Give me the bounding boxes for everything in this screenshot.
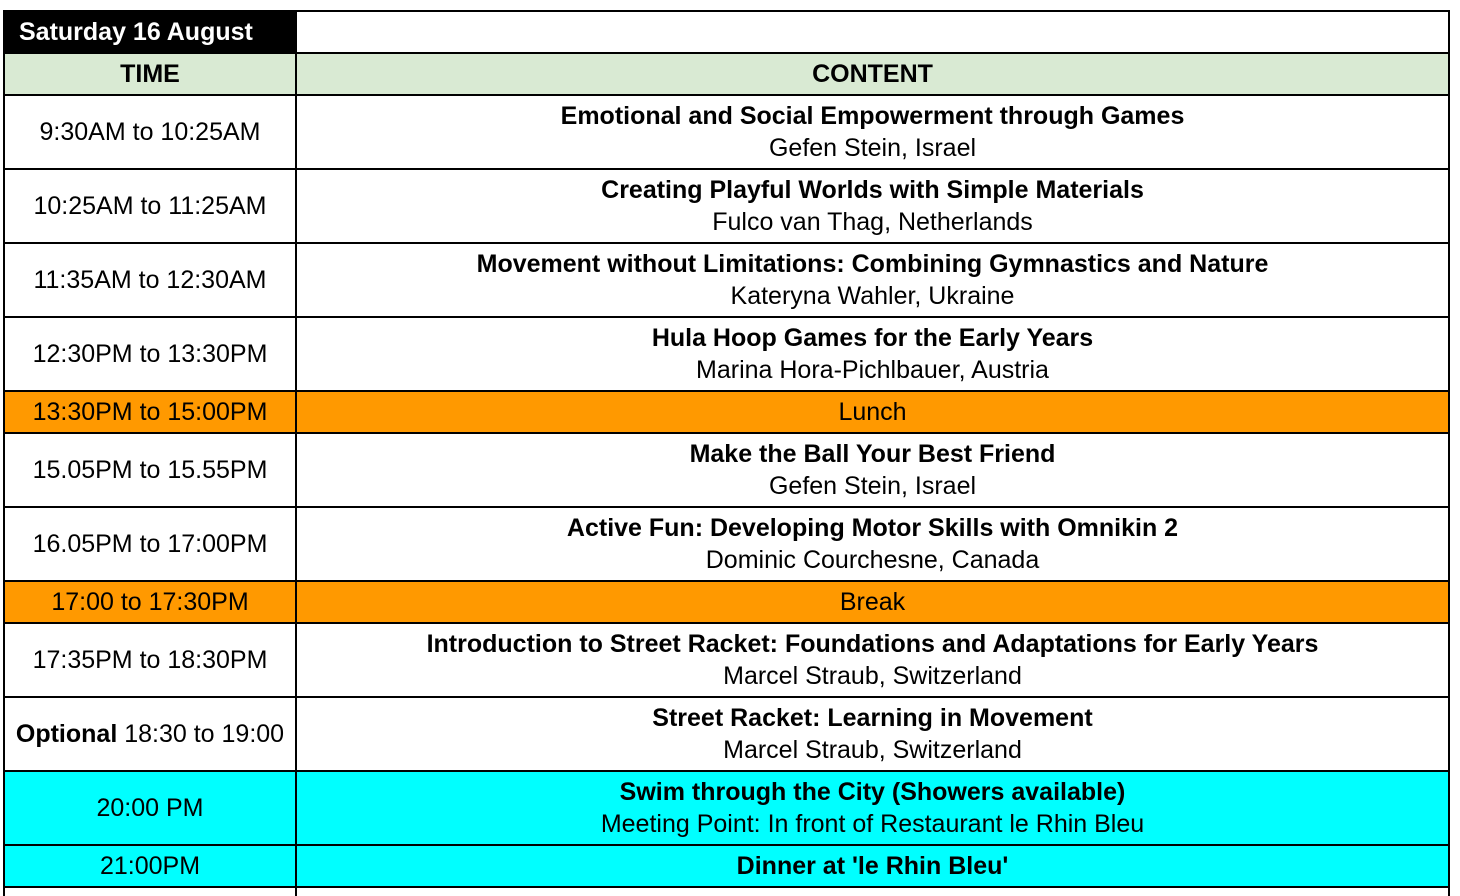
time-cell[interactable]: 9:30AM to 10:25AM — [4, 95, 296, 169]
time-cell[interactable]: 17:35PM to 18:30PM — [4, 623, 296, 697]
time-cell[interactable]: 16.05PM to 17:00PM — [4, 507, 296, 581]
session-presenter: Fulco van Thag, Netherlands — [712, 208, 1033, 236]
session-presenter: Marcel Straub, Switzerland — [723, 736, 1022, 764]
table-row — [4, 697, 1449, 771]
content-header[interactable]: CONTENT — [296, 53, 1449, 95]
time-cell[interactable]: 15.05PM to 15.55PM — [4, 433, 296, 507]
empty-cell[interactable] — [296, 11, 1449, 53]
session-title: Movement without Limitations: Combining Gymnastics and Nature — [476, 250, 1269, 278]
time-header[interactable]: TIME — [4, 53, 296, 95]
table-row — [4, 771, 1449, 845]
time-cell[interactable]: 11:35AM to 12:30AM — [4, 243, 296, 317]
meeting-point: Meeting Point: In front of Restaurant le Rhin Bleu — [600, 810, 1145, 838]
session-title: Emotional and Social Empowerment through Games — [560, 102, 1185, 130]
time-cell[interactable] — [4, 697, 296, 771]
table-row — [4, 845, 1449, 887]
lunch-row — [4, 391, 1449, 433]
content-cell[interactable] — [296, 507, 1449, 581]
time-cell[interactable]: 10:25AM to 11:25AM — [4, 169, 296, 243]
date-cell[interactable]: Saturday 16 August — [4, 11, 296, 53]
table-row — [4, 433, 1449, 507]
content-cell[interactable] — [296, 433, 1449, 507]
time-range: 18:30 to 19:00 — [117, 720, 285, 748]
time-cell[interactable]: 12:30PM to 13:30PM — [4, 317, 296, 391]
session-title: Make the Ball Your Best Friend — [689, 440, 1056, 468]
empty-cell[interactable] — [4, 887, 296, 896]
session-title: Introduction to Street Racket: Foundations and Adaptations for Early Years — [426, 630, 1319, 658]
break-cell[interactable]: Break — [296, 581, 1449, 623]
session-title: Dinner at 'le Rhin Bleu' — [736, 852, 1009, 880]
session-presenter: Gefen Stein, Israel — [768, 134, 977, 162]
content-cell[interactable] — [296, 845, 1449, 887]
session-presenter: Marina Hora-Pichlbauer, Austria — [696, 356, 1049, 384]
time-cell[interactable]: 21:00PM — [4, 845, 296, 887]
table-row — [4, 95, 1449, 169]
time-cell[interactable]: 13:30PM to 15:00PM — [4, 391, 296, 433]
table-row — [4, 243, 1449, 317]
time-cell[interactable]: 20:00 PM — [4, 771, 296, 845]
session-presenter: Marcel Straub, Switzerland — [723, 662, 1022, 690]
table-row — [4, 169, 1449, 243]
session-presenter: Gefen Stein, Israel — [768, 472, 977, 500]
date-row — [4, 11, 1449, 53]
session-presenter: Kateryna Wahler, Ukraine — [730, 282, 1015, 310]
content-cell[interactable] — [296, 243, 1449, 317]
content-cell[interactable] — [296, 771, 1449, 845]
time-cell[interactable]: 17:00 to 17:30PM — [4, 581, 296, 623]
session-title: Creating Playful Worlds with Simple Materials — [601, 176, 1144, 204]
lunch-cell[interactable]: Lunch — [296, 391, 1449, 433]
content-cell[interactable] — [296, 169, 1449, 243]
break-row — [4, 581, 1449, 623]
optional-label: Optional — [15, 720, 118, 748]
content-cell[interactable] — [296, 317, 1449, 391]
session-presenter: Dominic Courchesne, Canada — [705, 546, 1040, 574]
session-title: Active Fun: Developing Motor Skills with Omnikin 2 — [566, 514, 1179, 542]
content-cell[interactable] — [296, 95, 1449, 169]
session-title: Swim through the City (Showers available) — [619, 778, 1126, 806]
content-cell[interactable] — [296, 697, 1449, 771]
table-row — [4, 507, 1449, 581]
table-row — [4, 887, 1449, 896]
session-title: Hula Hoop Games for the Early Years — [651, 324, 1094, 352]
header-row — [4, 53, 1449, 95]
content-cell[interactable] — [296, 623, 1449, 697]
empty-cell[interactable] — [296, 887, 1449, 896]
table-row — [4, 317, 1449, 391]
table-row — [4, 623, 1449, 697]
schedule-table — [3, 10, 1450, 896]
session-title: Street Racket: Learning in Movement — [652, 704, 1093, 732]
